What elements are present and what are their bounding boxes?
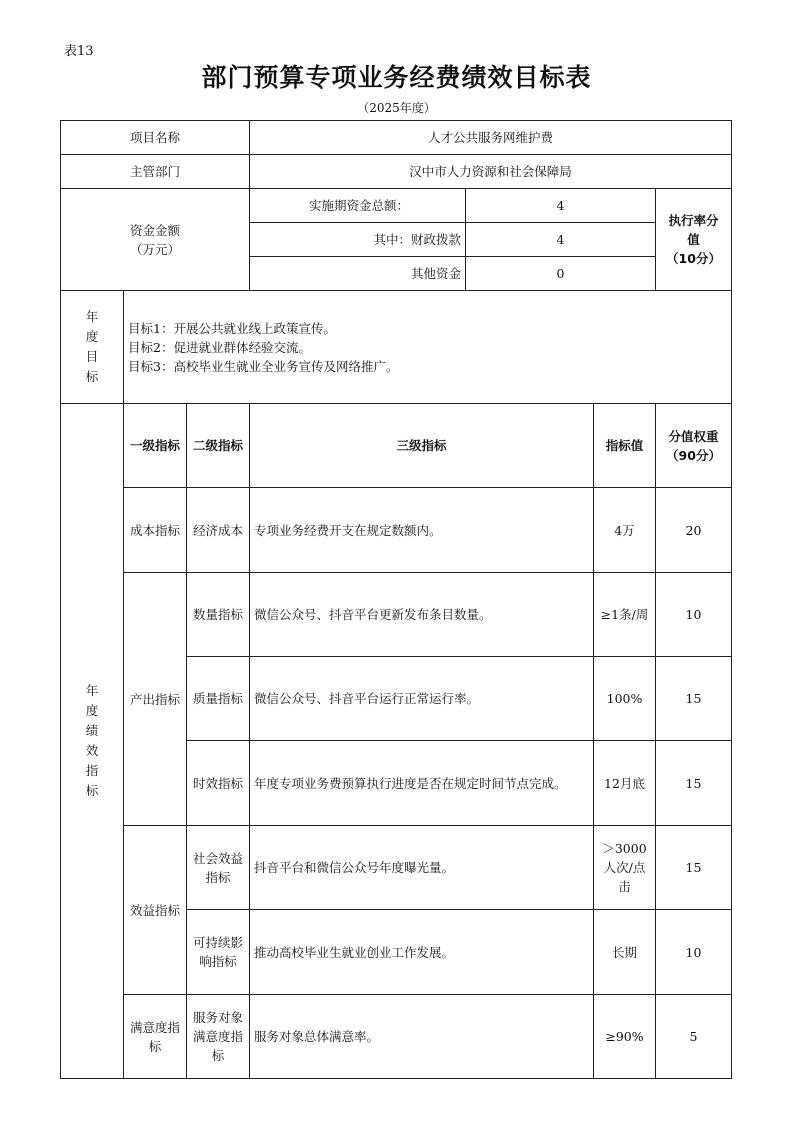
level2-cell: 数量指标 xyxy=(187,573,250,657)
indicator-side-label: 年度绩效指标 xyxy=(61,404,124,1079)
level2-cell: 经济成本 xyxy=(187,488,250,573)
table-row xyxy=(61,995,732,1079)
department-row xyxy=(61,155,732,189)
project-value: 人才公共服务网维护费 xyxy=(250,121,732,155)
funds-label-line2: （万元） xyxy=(129,241,180,257)
department-value: 汉中市人力资源和社会保障局 xyxy=(250,155,732,189)
level3-cell: 微信公众号、抖音平台更新发布条目数量。 xyxy=(250,573,594,657)
exec-rate-label xyxy=(656,189,732,291)
annual-goal-row xyxy=(61,291,732,404)
table-row xyxy=(61,826,732,910)
funds-total-label: 实施期资金总额： xyxy=(250,189,466,223)
funds-total-value: 4 xyxy=(466,189,656,223)
level2-cell: 质量指标 xyxy=(187,657,250,741)
level3-cell: 专项业务经费开支在规定数额内。 xyxy=(250,488,594,573)
level2-cell: 服务对象满意度指标 xyxy=(187,995,250,1079)
weight-cell: 15 xyxy=(656,826,732,910)
exec-rate-line3: （10分） xyxy=(666,251,721,266)
header-level3: 三级指标 xyxy=(250,404,594,488)
value-cell: 长期 xyxy=(594,910,656,995)
indicator-header-row xyxy=(61,404,732,488)
level2-cell: 社会效益指标 xyxy=(187,826,250,910)
funds-fiscal-value: 4 xyxy=(466,223,656,257)
funds-other-value: 0 xyxy=(466,257,656,291)
weight-cell: 15 xyxy=(656,741,732,826)
table-row xyxy=(61,573,732,657)
value-cell: 4万 xyxy=(594,488,656,573)
level3-cell: 年度专项业务费预算执行进度是否在规定时间节点完成。 xyxy=(250,741,594,826)
annual-goal-label: 年度目标 xyxy=(61,291,124,404)
level3-cell: 服务对象总体满意率。 xyxy=(250,995,594,1079)
table-row xyxy=(61,488,732,573)
level2-cell: 可持续影响指标 xyxy=(187,910,250,995)
goal-line: 目标2：促进就业群体经验交流。 xyxy=(128,339,311,355)
goal-line: 目标3：高校毕业生就业全业务宣传及网络推广。 xyxy=(128,358,399,374)
header-value: 指标值 xyxy=(594,404,656,488)
project-label: 项目名称 xyxy=(61,121,250,155)
weight-cell: 15 xyxy=(656,657,732,741)
header-weight-line2: （90分） xyxy=(666,447,721,463)
header-level1: 一级指标 xyxy=(124,404,187,488)
year-label: （2025年度） xyxy=(357,101,436,115)
annual-goal-content xyxy=(124,291,732,404)
value-cell: 100% xyxy=(594,657,656,741)
level3-cell: 推动高校毕业生就业创业工作发展。 xyxy=(250,910,594,995)
weight-cell: 20 xyxy=(656,488,732,573)
performance-table xyxy=(60,120,732,1079)
level2-cell: 时效指标 xyxy=(187,741,250,826)
header-weight xyxy=(656,404,732,488)
weight-cell: 5 xyxy=(656,995,732,1079)
project-row xyxy=(61,121,732,155)
value-cell: ≥90% xyxy=(594,995,656,1079)
level1-cell: 成本指标 xyxy=(124,488,187,573)
funds-label xyxy=(61,189,250,291)
table-id: 表13 xyxy=(64,44,94,59)
level1-cell: 产出指标 xyxy=(124,573,187,826)
page-title: 部门预算专项业务经费绩效目标表 xyxy=(201,63,592,92)
funds-label-line1: 资金金额 xyxy=(129,222,180,238)
value-cell: ＞3000人次/点击 xyxy=(594,826,656,910)
department-label: 主管部门 xyxy=(61,155,250,189)
exec-rate-line2: 值 xyxy=(687,232,700,247)
funds-fiscal-label: 其中：财政拨款 xyxy=(250,223,466,257)
level3-cell: 微信公众号、抖音平台运行正常运行率。 xyxy=(250,657,594,741)
level1-cell: 效益指标 xyxy=(124,826,187,995)
weight-cell: 10 xyxy=(656,910,732,995)
value-cell: ≥1条/周 xyxy=(594,573,656,657)
funds-total-row xyxy=(61,189,732,223)
level1-cell: 满意度指标 xyxy=(124,995,187,1079)
goal-line: 目标1：开展公共就业线上政策宣传。 xyxy=(128,320,336,336)
funds-other-label: 其他资金 xyxy=(250,257,466,291)
level3-cell: 抖音平台和微信公众号年度曝光量。 xyxy=(250,826,594,910)
exec-rate-line1: 执行率分 xyxy=(668,213,719,228)
header-level2: 二级指标 xyxy=(187,404,250,488)
value-cell: 12月底 xyxy=(594,741,656,826)
weight-cell: 10 xyxy=(656,573,732,657)
header-weight-line1: 分值权重 xyxy=(668,428,719,444)
